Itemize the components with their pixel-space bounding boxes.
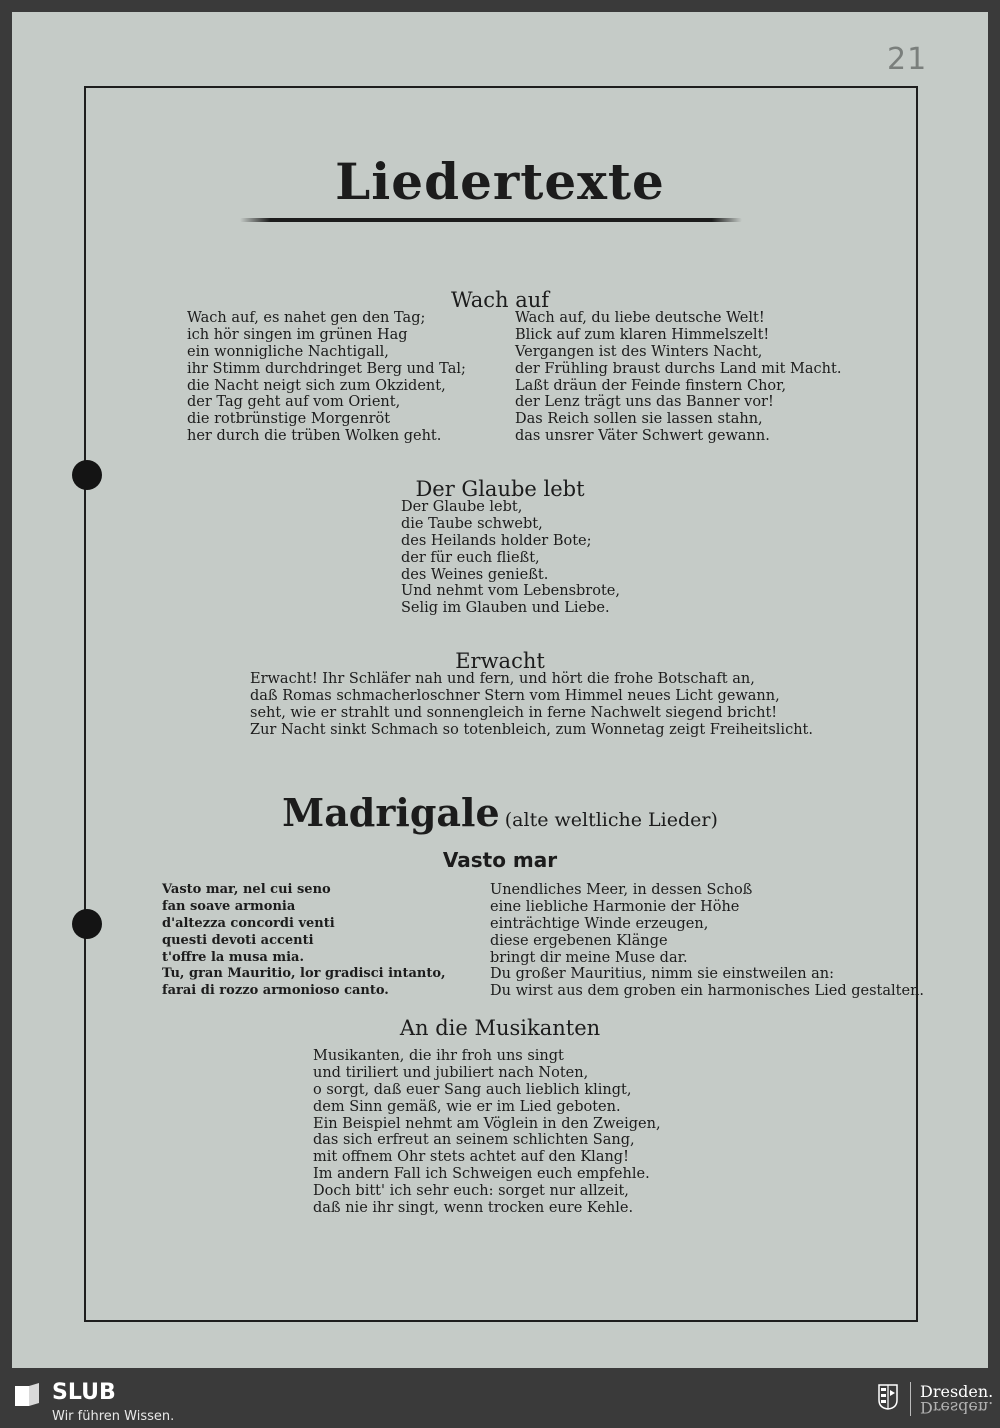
slub-tagline: Wir führen Wissen.	[52, 1409, 175, 1424]
slub-logo-icon	[14, 1382, 40, 1408]
dresden-logo-text[interactable]: Dresden.	[920, 1382, 994, 1401]
page-number: 21	[887, 42, 928, 77]
verse-line: des Weines genießt.	[401, 566, 549, 583]
verse-line: Du wirst aus dem groben ein harmonisches Lied gestalten.	[490, 983, 925, 1000]
verse-line: mit offnem Ohr stets achtet auf den Klang!	[313, 1149, 629, 1166]
verse-line: bringt dir meine Muse dar.	[490, 949, 688, 966]
verse-line: der für euch fließt,	[401, 549, 540, 566]
song-heading-glaube: Der Glaube lebt	[415, 477, 585, 501]
verse-line: und tiriliert und jubiliert nach Noten,	[313, 1064, 589, 1081]
verse-line: des Heilands holder Bote;	[401, 532, 592, 549]
verse-line: Der Glaube lebt,	[401, 499, 523, 515]
verse-line: Musikanten, die ihr froh uns singt	[313, 1048, 564, 1064]
verse-line: Selig im Glauben und Liebe.	[401, 600, 610, 617]
verse-line: Unendliches Meer, in dessen Schoß	[490, 882, 753, 898]
title-divider	[240, 218, 742, 222]
verse-line: eine liebliche Harmonie der Höhe	[490, 898, 740, 915]
verse-line: ich hör singen im grünen Hag	[187, 326, 408, 343]
wach-auf-left-column	[187, 310, 466, 445]
verse-line: der Frühling braust durchs Land mit Macht.	[515, 360, 842, 377]
page-title: Liedertexte	[335, 152, 665, 211]
erwacht-verse	[250, 671, 813, 739]
punch-hole	[72, 909, 102, 939]
verse-line: einträchtige Winde erzeugen,	[490, 915, 709, 932]
song-heading-wach-auf: Wach auf	[450, 288, 550, 312]
footer-divider	[910, 1382, 911, 1416]
musikanten-verse	[313, 1048, 661, 1217]
verse-line: Laßt dräun der Feinde finstern Chor,	[515, 377, 787, 394]
song-heading-vasto-mar: Vasto mar	[442, 848, 558, 872]
verse-line: daß Romas schmacherloschner Stern vom Himmel neues Licht gewann,	[250, 687, 780, 704]
verse-line: Blick auf zum klaren Himmelszelt!	[515, 326, 770, 343]
verse-line: Vasto mar, nel cui seno	[162, 882, 331, 897]
dresden-logo-reflection: Dresden.	[920, 1398, 994, 1417]
song-heading-erwacht: Erwacht	[455, 649, 545, 673]
verse-line: Wach auf, du liebe deutsche Welt!	[515, 310, 765, 326]
document-page	[12, 12, 988, 1368]
verse-line: Im andern Fall ich Schweigen euch empfehle.	[313, 1166, 650, 1183]
verse-line: Du großer Mauritius, nimm sie einstweilen an:	[490, 966, 835, 983]
madrigale-subtitle: (alte weltliche Lieder)	[504, 809, 718, 831]
verse-line: Ein Beispiel nehmt am Vöglein in den Zweigen,	[313, 1115, 661, 1132]
verse-line: der Lenz trägt uns das Banner vor!	[515, 394, 774, 411]
verse-line: o sorgt, daß euer Sang auch lieblich klingt,	[313, 1081, 632, 1098]
dresden-crest-icon	[878, 1384, 898, 1410]
verse-line: ihr Stimm durchdringet Berg und Tal;	[187, 360, 466, 377]
madrigale-title: Madrigale	[282, 790, 500, 835]
verse-line: die rotbrünstige Morgenröt	[187, 411, 391, 428]
verse-line: Wach auf, es nahet gen den Tag;	[187, 310, 426, 326]
slub-brand[interactable]: SLUB	[52, 1380, 116, 1405]
section-title-madrigale	[12, 790, 988, 835]
song-heading-musikanten: An die Musikanten	[399, 1016, 601, 1040]
verse-line: t'offre la musa mia.	[162, 949, 304, 965]
viewer-footer	[0, 1378, 1000, 1428]
verse-line: daß nie ihr singt, wenn trocken eure Kehle.	[313, 1200, 634, 1217]
verse-line: Doch bitt' ich sehr euch: sorget nur allzeit,	[313, 1183, 629, 1200]
verse-line: ein wonnigliche Nachtigall,	[187, 343, 389, 360]
verse-line: farai di rozzo armonioso canto.	[162, 983, 389, 999]
verse-line: fan soave armonia	[162, 898, 296, 914]
verse-line: diese ergebenen Klänge	[490, 932, 668, 949]
verse-line: Erwacht! Ihr Schläfer nah und fern, und hört die frohe Botschaft an,	[250, 671, 755, 687]
verse-line: Vergangen ist des Winters Nacht,	[515, 343, 763, 360]
glaube-verse	[401, 499, 620, 617]
verse-line: die Taube schwebt,	[401, 515, 543, 532]
verse-line: d'altezza concordi venti	[162, 915, 335, 931]
verse-line: Tu, gran Mauritio, lor gradisci intanto,	[162, 966, 446, 982]
verse-line: dem Sinn gemäß, wie er im Lied geboten.	[313, 1098, 621, 1115]
vasto-mar-italian	[162, 882, 446, 1000]
verse-line: Und nehmt vom Lebensbrote,	[401, 583, 620, 600]
verse-line: questi devoti accenti	[162, 932, 314, 948]
verse-line: die Nacht neigt sich zum Okzident,	[187, 377, 446, 394]
wach-auf-right-column	[515, 310, 841, 445]
verse-line: her durch die trüben Wolken geht.	[187, 428, 442, 445]
vasto-mar-german	[490, 882, 924, 1000]
verse-line: das sich erfreut an seinem schlichten Sang,	[313, 1132, 635, 1149]
verse-line: Das Reich sollen sie lassen stahn,	[515, 411, 763, 428]
verse-line: das unsrer Väter Schwert gewann.	[515, 428, 770, 445]
verse-line: Zur Nacht sinkt Schmach so totenbleich, zum Wonnetag zeigt Freiheitslicht.	[250, 721, 813, 738]
verse-line: der Tag geht auf vom Orient,	[187, 394, 401, 411]
verse-line: seht, wie er strahlt und sonnengleich in ferne Nachwelt siegend bricht!	[250, 704, 778, 721]
